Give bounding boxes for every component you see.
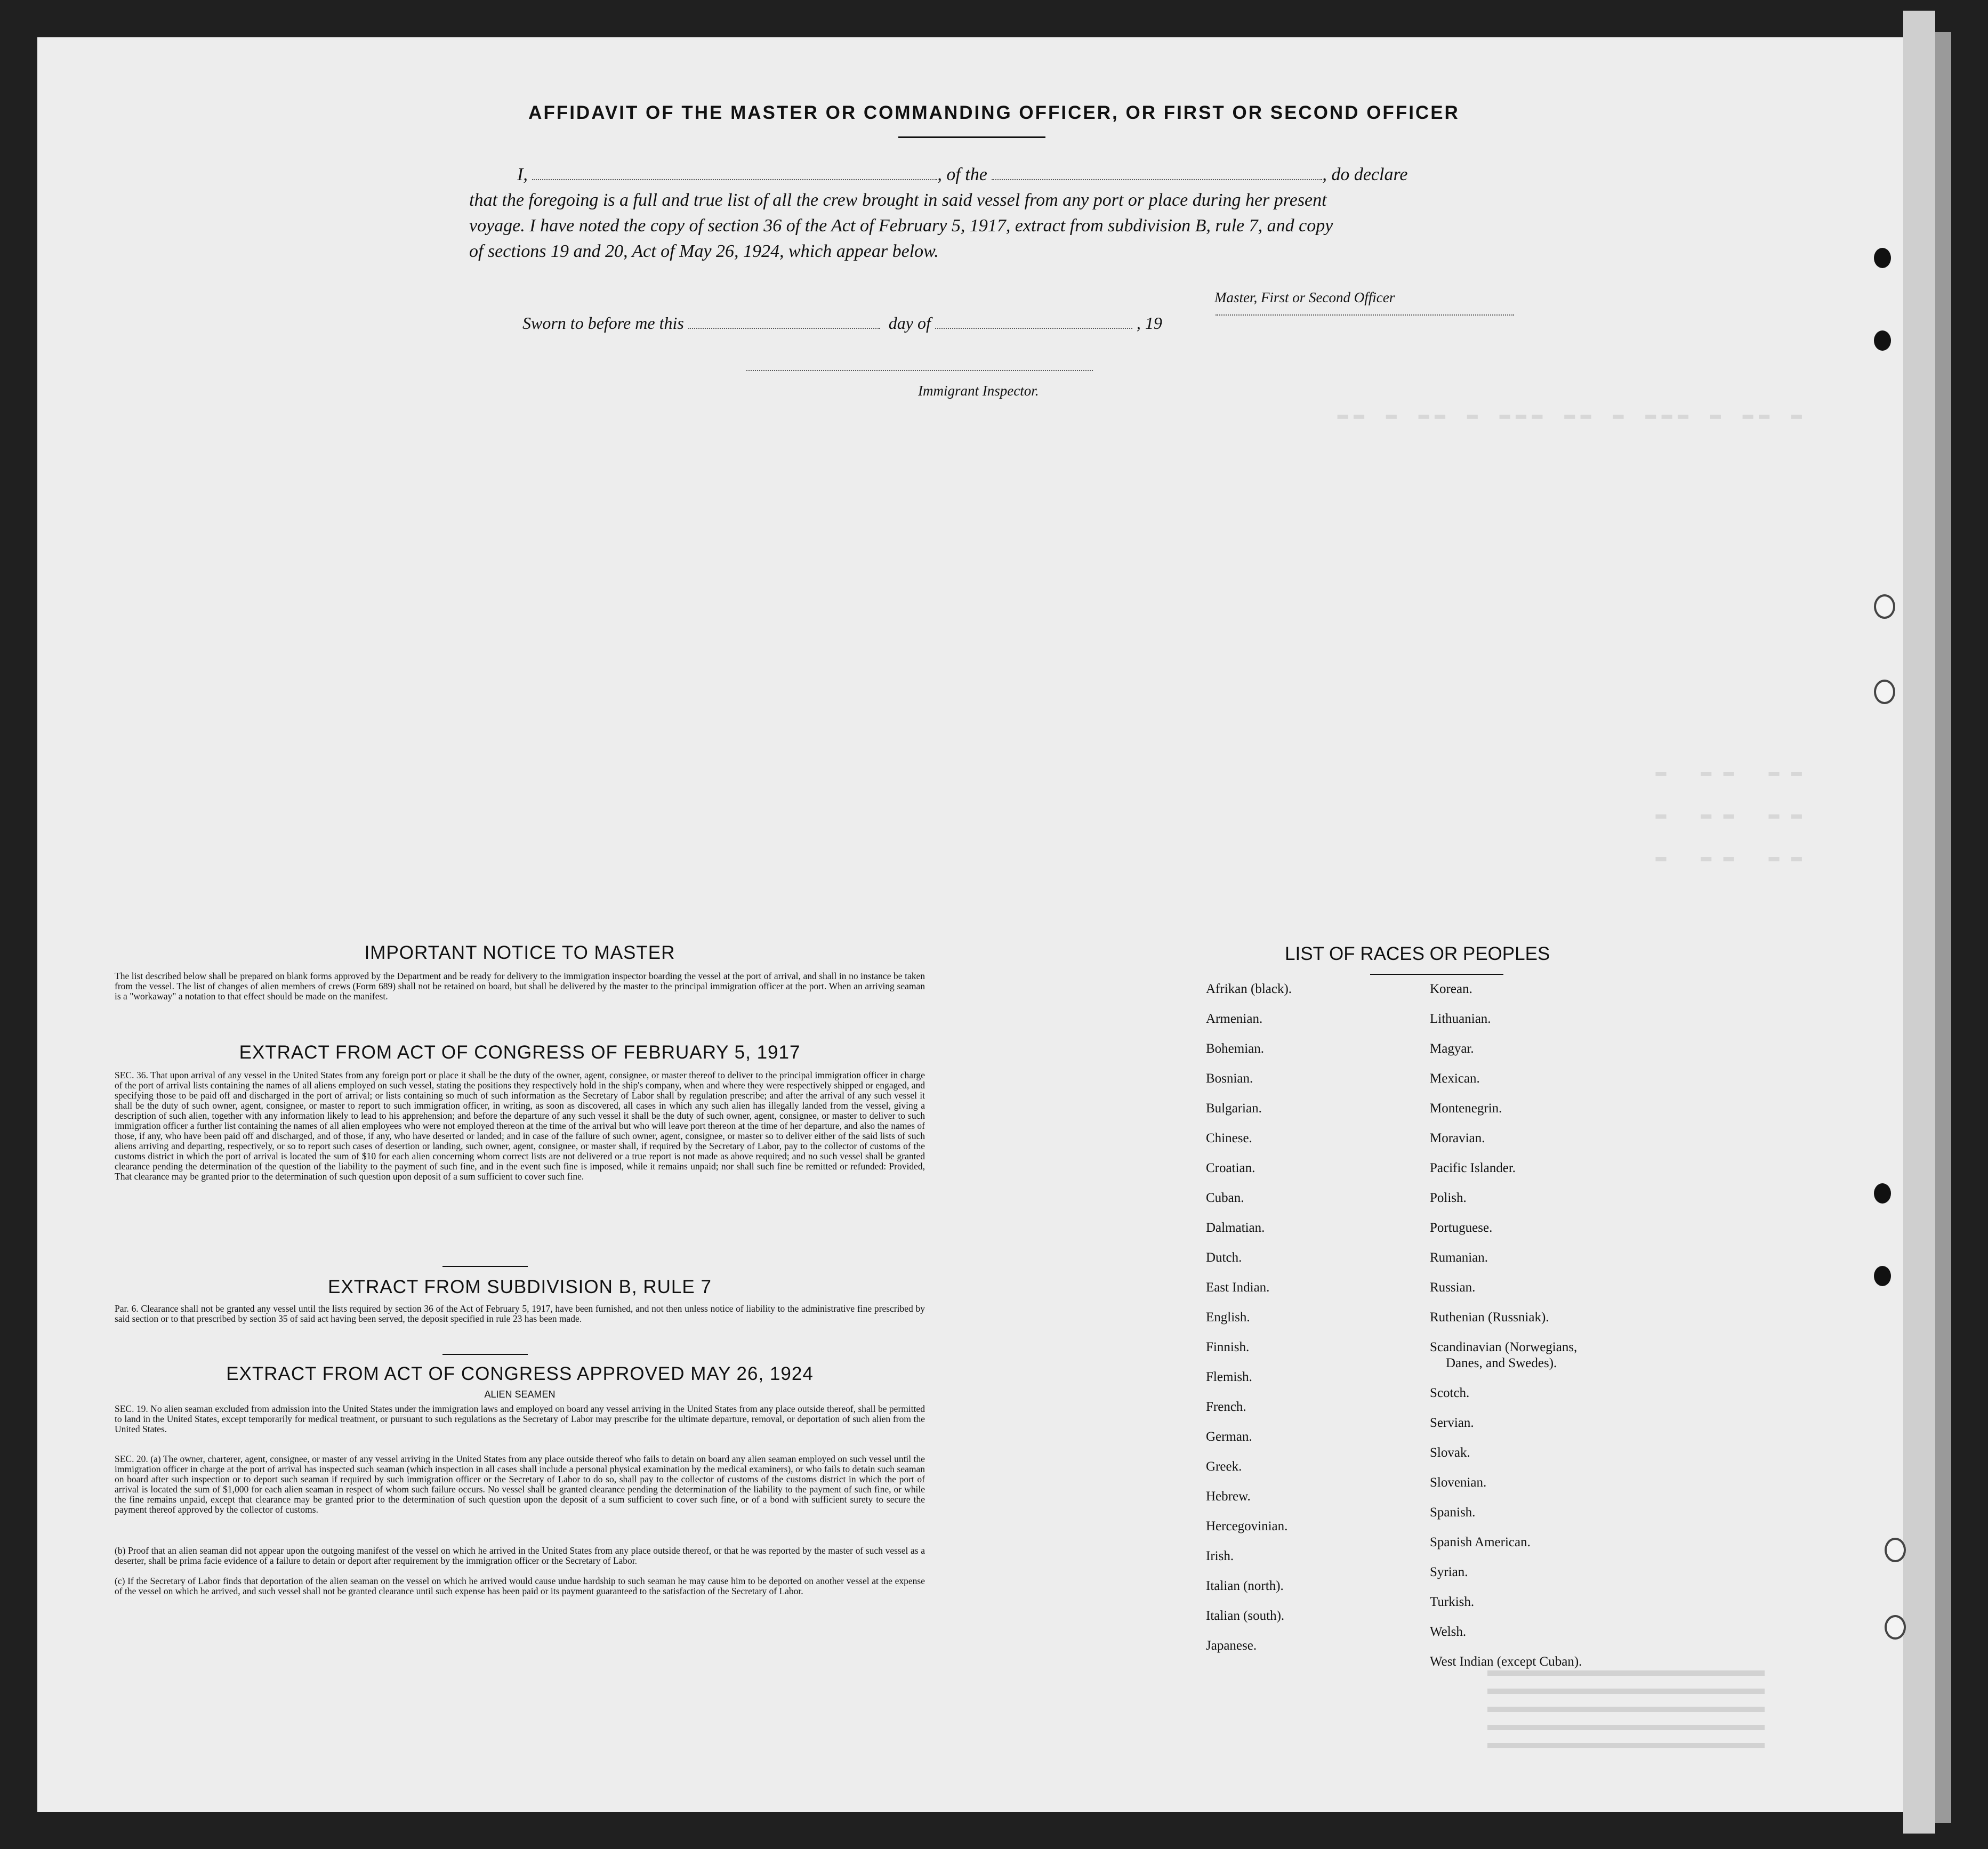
- extract-1917-body: SEC. 36. That upon arrival of any vessel in the United States from any foreign port or place it shall be the duty of the owner, agent, consignee, or master thereof to deliver to the principal immigration officer in charge of the port of arrival lists containing the names of all aliens employed on such vessel, stating the positions they respectively hold in the ship's company, when and where they were respectively shipped or engaged, and specifying those to be paid off and discharged in the port of arrival; or lists containing so much of such information as the Secretary of Labor shall by regulation prescribe; and after the arrival of any such vessel it shall be the duty of such owner, agent, consignee, or master to report to such immigration officer, in writing, as soon as discovered, all cases in which any such alien has illegally landed from the vessel, giving a description of such alien, together with any information likely to lead to his apprehension; and before the departure of any such vessel it shall be the duty of such owner, agent, consignee, or master to deliver to such immigration officer a further list containing the names of all alien employees who were not employed thereon at the time of the arrival but who will leave port thereon at the time of her departure, and also the names of those, if any, who have been paid off and discharged, and of those, if any, who have deserted or landed; and in case of the failure of such owner, agent, consignee, or master so to deliver either of the said lists of such aliens arriving and departing, respectively, or so to report such cases of desertion or landing, such owner, agent, consignee, or master shall, if required by the Secretary of Labor, pay to the collector of customs of the customs district in which the port of arrival is located the sum of $10 for each alien concerning whom correct lists are not delivered or a true report is not made as above required; and no such vessel shall be granted clearance pending the determination of the question of the liability to the payment of such fine, and in the event such fine is imposed, while it remains unpaid; nor shall such fine be remitted or refunded: Provided, That clearance may be granted prior to the determination of such question upon deposit of a sum sufficient to cover such fine.: [115, 1070, 925, 1182]
- race-item: Bosnian.: [1206, 1071, 1253, 1086]
- binder-hole: [1874, 594, 1895, 619]
- notice-title: IMPORTANT NOTICE TO MASTER: [364, 942, 675, 963]
- race-item: Servian.: [1430, 1416, 1474, 1430]
- sworn-label: Sworn to before me this: [522, 313, 684, 333]
- race-item: Syrian.: [1430, 1565, 1468, 1579]
- subdivision-b-body: Par. 6. Clearance shall not be granted any vessel until the lists required by section 36 of the Act of February 5, 1917, have been furnished, and not then unless notice of liability to the administrative fine prescribed by said section or to that prescribed by section 35 of said act having been served, the deposit specified in rule 23 has been made.: [115, 1303, 925, 1324]
- race-item: Finnish.: [1206, 1340, 1250, 1354]
- race-item: Scandinavian (Norwegians,: [1430, 1340, 1577, 1354]
- race-item: Hercegovinian.: [1206, 1519, 1288, 1533]
- race-item: Dutch.: [1206, 1250, 1242, 1265]
- inspector-signature-line[interactable]: [746, 370, 1093, 371]
- extract-1924-subtitle: ALIEN SEAMEN: [484, 1389, 556, 1400]
- binder-hole: [1874, 1183, 1891, 1204]
- race-item: Russian.: [1430, 1280, 1476, 1295]
- subdivision-b-title: EXTRACT FROM SUBDIVISION B, RULE 7: [328, 1277, 712, 1297]
- sworn-month-field[interactable]: [935, 328, 1132, 329]
- race-item: Japanese.: [1206, 1638, 1257, 1653]
- page-edge: [1903, 11, 1935, 1834]
- race-item: Lithuanian.: [1430, 1012, 1491, 1026]
- extract-1924-title: EXTRACT FROM ACT OF CONGRESS APPROVED MAY 26, 1924: [226, 1363, 814, 1384]
- affidavit-line-2: that the foregoing is a full and true list of all the crew brought in said vessel from any port or place during her present: [469, 190, 1327, 210]
- race-item: Magyar.: [1430, 1041, 1474, 1056]
- vessel-name-field[interactable]: [992, 179, 1322, 180]
- race-item: Portuguese.: [1430, 1221, 1493, 1235]
- race-item: Dalmatian.: [1206, 1221, 1265, 1235]
- binder-hole: [1874, 330, 1891, 351]
- race-item: East Indian.: [1206, 1280, 1270, 1295]
- signature-label: Master, First or Second Officer: [1214, 289, 1395, 305]
- sec-20c-body: (c) If the Secretary of Labor finds that deportation of the alien seaman on the vessel on which he arrived would cause undue hardship to such seaman he may cause him to be deported on another vessel at the expense of the vessel on which he arrived, and such vessel shall not be granted clearance until such expense has been paid or its payment guaranteed to the satisfaction of the Secretary of Labor.: [115, 1576, 925, 1596]
- binder-hole: [1874, 1266, 1891, 1286]
- race-item: Ruthenian (Russniak).: [1430, 1310, 1549, 1325]
- inspector-label: Immigrant Inspector.: [918, 383, 1039, 399]
- races-title: LIST OF RACES OR PEOPLES: [1285, 943, 1550, 964]
- year-label: , 19: [1136, 313, 1162, 333]
- race-item: Hebrew.: [1206, 1489, 1251, 1504]
- day-of-label: day of: [888, 313, 931, 333]
- races-underline: [1370, 974, 1503, 975]
- race-item: Slovenian.: [1430, 1475, 1487, 1490]
- binder-hole: [1885, 1615, 1906, 1640]
- race-item: Chinese.: [1206, 1131, 1252, 1145]
- race-item: Mexican.: [1430, 1071, 1480, 1086]
- affidavit-line-4: of sections 19 and 20, Act of May 26, 1924, which appear below.: [469, 241, 939, 261]
- sworn-line: [522, 313, 1162, 333]
- stamp-bleed-through: [1487, 1658, 1765, 1748]
- race-item: Danes, and Swedes).: [1446, 1356, 1557, 1370]
- sec-20b-body: (b) Proof that an alien seaman did not appear upon the outgoing manifest of the vessel on which he arrived in the United States from any place outside thereof, or that he was reported by the master of such vessel as a deserter, shall be prima facie evidence of a failure to detain or deport after requirement by the immigration officer or the Secretary of Labor.: [115, 1545, 925, 1566]
- race-item: Welsh.: [1430, 1625, 1467, 1639]
- race-item: Korean.: [1430, 982, 1472, 996]
- race-item: Bohemian.: [1206, 1041, 1265, 1056]
- race-item: Moravian.: [1430, 1131, 1485, 1145]
- binder-hole: [1874, 248, 1891, 268]
- race-item: Italian (south).: [1206, 1609, 1285, 1623]
- race-item: Croatian.: [1206, 1161, 1255, 1175]
- binder-hole: [1874, 680, 1895, 704]
- race-item: Spanish.: [1430, 1505, 1476, 1520]
- races-right-column: [1430, 982, 1582, 1684]
- title-underline: [898, 136, 1045, 138]
- race-item: Rumanian.: [1430, 1250, 1488, 1265]
- race-item: Slovak.: [1430, 1446, 1470, 1460]
- affidavit-declaration: [469, 162, 1514, 264]
- race-item: Irish.: [1206, 1549, 1234, 1563]
- race-item: Armenian.: [1206, 1012, 1263, 1026]
- affidavit-i-label: I,: [517, 165, 528, 184]
- race-item: Turkish.: [1430, 1595, 1475, 1609]
- affidavit-line-3: voyage. I have noted the copy of section 36 of the Act of February 5, 1917, extract from subdivision B, rule 7, and copy: [469, 216, 1333, 236]
- extract-1917-title: EXTRACT FROM ACT OF CONGRESS OF FEBRUARY 5, 1917: [239, 1042, 801, 1063]
- binder-hole: [1885, 1538, 1906, 1562]
- section-divider: [442, 1354, 528, 1355]
- race-item: Scotch.: [1430, 1386, 1470, 1400]
- affidavit-title: AFFIDAVIT OF THE MASTER OR COMMANDING OFFICER, OR FIRST OR SECOND OFFICER: [528, 102, 1460, 123]
- race-item: Cuban.: [1206, 1191, 1244, 1205]
- race-item: Greek.: [1206, 1459, 1242, 1474]
- race-item: Spanish American.: [1430, 1535, 1531, 1549]
- section-divider: [442, 1266, 528, 1267]
- sworn-day-field[interactable]: [688, 328, 880, 329]
- bleed-through-text: ▬ ▬▬ ▬ ▬▬▬ ▬ ▬▬ ▬▬▬ ▬ ▬▬ ▬ ▬▬ ▬▬ ▬▬ ▬ ▬▬ ▬▬ ▬ ▬▬ ▬▬ ▬: [1332, 405, 1802, 868]
- page-stack-edge: [1935, 32, 1951, 1823]
- race-item: Flemish.: [1206, 1370, 1252, 1384]
- affidavit-do-declare: , do declare: [1322, 165, 1408, 184]
- races-left-column: [1206, 982, 1292, 1668]
- race-item: Italian (north).: [1206, 1579, 1284, 1593]
- sec-19-body: SEC. 19. No alien seaman excluded from admission into the United States under the immigration laws and employed on board any vessel arriving in the United States from any place outside thereof, shall be permitted to land in the United States, except temporarily for medical treatment, or pursuant to such regulations as the Secretary of Labor may prescribe for the ultimate departure, removal, or deportation of such alien from the United States.: [115, 1403, 925, 1434]
- signature-line[interactable]: [1216, 314, 1514, 316]
- race-item: West Indian (except Cuban).: [1430, 1654, 1582, 1669]
- notice-body: The list described below shall be prepared on blank forms approved by the Department and be ready for delivery to the immigration inspector boarding the vessel at the port of arrival, and shall in no instance be taken from the vessel. The list of changes of alien members of crews (Form 689) shall not be retained on board, but shall be delivered by the master to the principal immigration officer at the port. When an arriving seaman is a "workaway" a notation to that effect should be made on the manifest.: [115, 971, 925, 1002]
- race-item: Montenegrin.: [1430, 1101, 1502, 1116]
- race-item: Polish.: [1430, 1191, 1467, 1205]
- race-item: Pacific Islander.: [1430, 1161, 1516, 1175]
- race-item: German.: [1206, 1430, 1252, 1444]
- race-item: French.: [1206, 1400, 1246, 1414]
- sec-20a-body: SEC. 20. (a) The owner, charterer, agent, consignee, or master of any vessel arriving in the United States from any place outside thereof who fails to detain on board any alien seaman employed on such vessel until the immigration officer in charge at the port of arrival has inspected such seaman (which inspection in all cases shall include a personal physical examination by the medical examiners), or who fails to detain such seaman on board after such inspection or to deport such seaman if required by such immigration officer or the Secretary of Labor to do so, shall pay to the collector of customs of the customs district in which the port of arrival is located the sum of $1,000 for each alien seaman in respect of whom such failure occurs. No vessel shall be granted clearance pending the determination of the liability to the payment of such fine, or while the fine remains unpaid, except that clearance may be granted prior to the determination of such question upon the deposit of a sum sufficient to cover such fine, or of a bond with sufficient surety to secure the payment thereof approved by the collector of customs.: [115, 1454, 925, 1515]
- race-item: Afrikan (black).: [1206, 982, 1292, 996]
- race-item: Bulgarian.: [1206, 1101, 1262, 1116]
- officer-name-field[interactable]: [532, 179, 937, 180]
- race-item: English.: [1206, 1310, 1250, 1325]
- affidavit-of-the: , of the: [937, 165, 987, 184]
